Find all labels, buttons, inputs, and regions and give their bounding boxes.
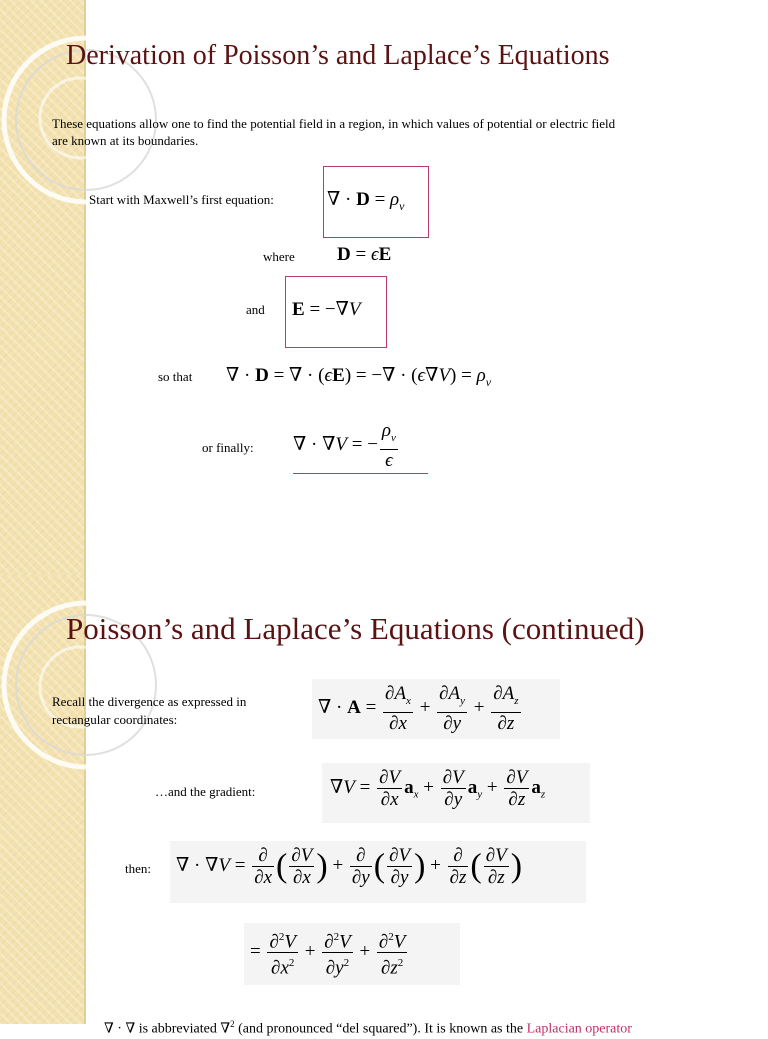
d-equals-epsilon-e-equation: D = ϵE [337,244,392,265]
intro-line-2: are known at its boundaries. [52,133,199,148]
slide-title: Derivation of Poisson’s and Laplace’s Equations [66,40,610,71]
laplacian-expansion-equation: ∇ · ∇V = $\frac{\partial}{\partial x}$ ( $\frac{\partial V}{\partial x}$ ) + $\frac{\partial}{\partial y}$ ( $\frac{\partial V}{\partial y}$ ) + $\frac{\partial}{\partial z}$ ( $\frac{\partial V}{\partial z}$ ) [176,845,523,888]
laplacian-operator-term: Laplacian operator [526,1021,632,1037]
so-that-label: so that [158,369,193,384]
slide-2 [0,575,768,1037]
divergence-equation: ∇ · A = $\frac{\partial A_x}{\partial x}$ + $\frac{\partial A_y}{\partial y}$ + $\frac{\partial A_z}{\partial z}$ [318,683,519,734]
decorative-band-edge [84,0,86,575]
pronounced-text: (and pronounced “del squared”). It is known as the [238,1021,524,1037]
then-label: then: [125,861,151,876]
or-finally-label: or finally: [202,440,254,455]
maxwell-equation: ∇ · $D = \rho_v$ [327,189,405,213]
abbrev-text: is abbreviated [138,1021,217,1037]
where-label: where [263,249,295,264]
second-derivative-sum-equation: = $\frac{\partial^2V}{\partial x^2}$ + $\frac{\partial^2V}{\partial y^2}$ + $\frac{\partial^2V}{\partial z^2}$ [250,927,409,979]
recall-line-1: Recall the divergence as expressed in [52,694,247,709]
recall-line-2: rectangular coordinates: [52,712,178,727]
intro-line-1: These equations allow one to find the potential field in a region, in which values of potential or electric field [52,116,616,131]
final-equation: ∇ · ∇V = − $\frac{\rho_v}{\epsilon}$ [293,420,396,471]
gradient-equation: ∇V = $\frac{\partial V}{\partial x}$ $a_x$ + $\frac{\partial V}{\partial y}$ $a_y$ + $\frac{\partial V}{\partial z}$ $a_z$ [330,767,546,810]
decorative-band [0,0,84,575]
slide-title: Poisson’s and Laplace’s Equations (continued) [66,611,645,646]
laplacian-definition-text: ∇ · ∇ is abbreviated ∇$^2$ (and pronounced “del squared”). It is known as the Laplacian operator [104,1019,632,1037]
final-equation-underline [293,473,428,474]
e-field-equation: E = −∇V [292,299,361,320]
and-label: and [246,302,265,317]
combined-equation: ∇ · D = ∇ · (ϵE) = −∇ · $(\epsilon\nabla V) = \rho_v$ [226,365,492,389]
start-label: Start with Maxwell’s first equation: [89,192,274,207]
gradient-label: …and the gradient: [155,784,256,799]
